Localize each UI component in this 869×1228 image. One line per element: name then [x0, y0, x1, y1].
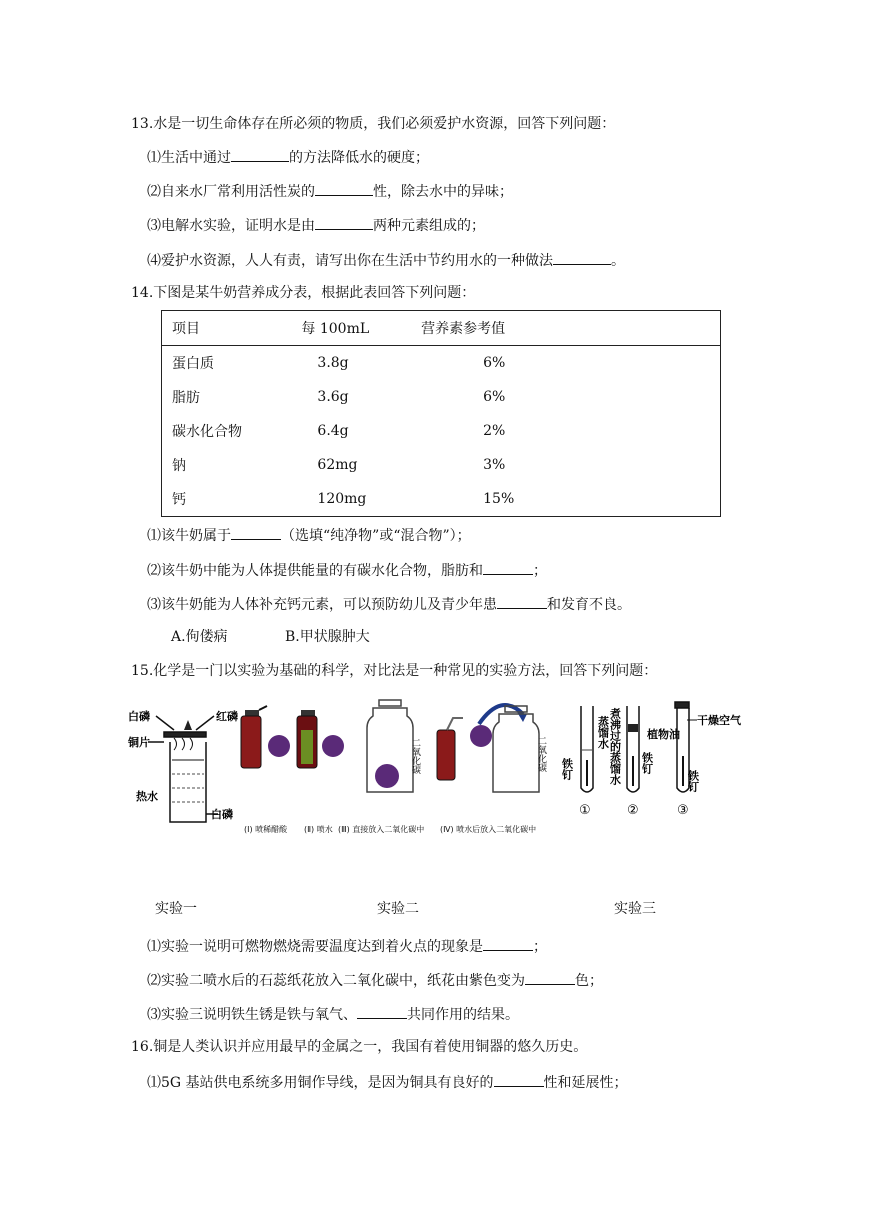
q13-part1: ⑴生活中通过 的方法降低水的硬度； — [147, 147, 429, 167]
nutrition-table — [161, 310, 721, 517]
table-header-row — [162, 311, 721, 346]
table-cell: 2% — [483, 423, 506, 439]
q14-stem: 14.下图是某牛奶营养成分表，根据此表回答下列问题： — [131, 285, 476, 301]
caption-spray-acid: (Ⅰ) 喷稀醋酸 — [244, 825, 288, 834]
beaker-icon — [148, 716, 218, 822]
experiment-two-figure — [241, 696, 546, 816]
tube-number-2: ② — [627, 803, 639, 818]
q14-part1: ⑴该牛奶属于 （选填“纯净物”或“混合物”）； — [147, 525, 471, 545]
q14-option-b: B.甲状腺肿大 — [285, 629, 370, 645]
answer-blank[interactable] — [483, 560, 533, 575]
q15-stem: 15.化学是一门以实验为基础的科学，对比法是一种常见的实验方法，回答下列问题： — [131, 663, 658, 679]
experiment-three-label: 实验三 — [614, 901, 656, 917]
flower-icon — [470, 725, 492, 747]
table-row — [162, 414, 721, 448]
answer-blank[interactable] — [497, 594, 547, 609]
table-cell: 6% — [483, 389, 506, 405]
experiment-three-figure — [560, 700, 748, 822]
table-header-cell: 项目 — [162, 311, 292, 346]
table-cell: 120mg — [317, 491, 367, 507]
answer-blank[interactable] — [315, 181, 373, 196]
answer-blank[interactable] — [483, 936, 533, 951]
answer-blank[interactable] — [315, 215, 373, 230]
table-cell: 钠 — [172, 458, 186, 474]
spray-bottle-icon — [241, 706, 267, 768]
q14-part3: ⑶该牛奶能为人体补充钙元素，可以预防幼儿及青少年患 和发育不良。 — [147, 594, 631, 614]
q15-part1: ⑴实验一说明可燃物燃烧需要温度达到着火点的现象是 ； — [147, 936, 547, 956]
caption-water-then-co2: (Ⅳ) 喷水后放入二氧化碳中 — [440, 825, 537, 834]
test-tube-icon — [581, 706, 593, 792]
label-carbon-dioxide-2: 二氧化碳 — [536, 736, 546, 772]
label-boiled-distilled-water: 煮沸过的蒸馏水 — [608, 708, 622, 785]
label-dry-air: 干燥空气 — [697, 714, 741, 727]
table-header-cell: 营养素参考值 — [411, 311, 720, 346]
test-tube-icon — [627, 706, 639, 792]
q13-part3: ⑶电解水实验，证明水是由 两种元素组成的； — [147, 215, 485, 235]
table-cell: 钙 — [172, 492, 186, 508]
table-cell: 62mg — [317, 457, 358, 473]
table-row — [162, 482, 721, 517]
answer-blank[interactable] — [231, 147, 289, 162]
label-copper-sheet: 铜片 — [128, 736, 150, 749]
spray-bottle-icon — [297, 710, 317, 768]
gas-jar-icon — [493, 706, 539, 792]
table-cell: 6% — [483, 355, 506, 371]
table-cell: 3% — [483, 457, 506, 473]
q15-part3: ⑶实验三说明铁生锈是铁与氧气、 共同作用的结果。 — [147, 1004, 519, 1024]
q15-part2: ⑵实验二喷水后的石蕊纸花放入二氧化碳中，纸花由紫色变为 色； — [147, 970, 603, 990]
table-row — [162, 380, 721, 414]
caption-direct-co2: (Ⅲ) 直接放入二氧化碳中 — [338, 825, 425, 834]
table-cell: 碳水化合物 — [172, 424, 242, 440]
caption-spray-water: (Ⅱ) 喷水 — [304, 825, 333, 834]
q13-part4: ⑷爱护水资源，人人有责，请写出你在生活中节约用水的一种做法 。 — [147, 250, 625, 270]
label-carbon-dioxide: 二氧化碳 — [410, 738, 420, 774]
answer-blank[interactable] — [553, 250, 611, 265]
answer-blank[interactable] — [231, 525, 281, 540]
table-row — [162, 346, 721, 381]
tube-number-3: ③ — [677, 803, 689, 818]
experiment-one-figure — [126, 702, 241, 832]
experiment-two-label: 实验二 — [377, 901, 419, 917]
flower-icon — [375, 764, 399, 788]
answer-blank[interactable] — [525, 970, 575, 985]
table-cell: 脂肪 — [172, 390, 200, 406]
table-cell: 蛋白质 — [172, 356, 214, 372]
table-row — [162, 448, 721, 482]
label-vegetable-oil: 植物油 — [647, 728, 680, 741]
table-header-cell: 每 100mL — [291, 311, 411, 346]
q14-option-a: A.佝偻病 — [171, 629, 228, 645]
q16-stem: 16.铜是人类认识并应用最早的金属之一，我国有着使用铜器的悠久历史。 — [131, 1039, 588, 1055]
flower-icon — [322, 735, 344, 757]
label-white-phosphorus: 白磷 — [128, 710, 150, 723]
q13-part2: ⑵自来水厂常利用活性炭的 性，除去水中的异味； — [147, 181, 513, 201]
table-cell: 3.8g — [317, 355, 349, 371]
label-iron-nail-1: 铁钉 — [560, 758, 574, 780]
table-cell: 15% — [483, 491, 515, 507]
spray-bottle-icon — [437, 718, 463, 780]
table-cell: 6.4g — [317, 423, 349, 439]
q16-part1: ⑴5G 基站供电系统多用铜作导线，是因为铜具有良好的 性和延展性； — [147, 1072, 628, 1092]
q14-part2: ⑵该牛奶中能为人体提供能量的有碳水化合物，脂肪和 ； — [147, 560, 547, 580]
q13-stem: 13.水是一切生命体存在所必须的物质，我们必须爱护水资源，回答下列问题： — [131, 116, 616, 132]
label-iron-nail-2: 铁钉 — [640, 752, 654, 774]
tube-number-1: ① — [579, 803, 591, 818]
label-hot-water: 热水 — [136, 790, 158, 803]
label-iron-nail-3: 铁钉 — [686, 770, 700, 792]
label-distilled-water: 蒸馏水 — [596, 716, 610, 749]
label-white-phosphorus-2: 白磷 — [211, 808, 233, 821]
label-red-phosphorus: 红磷 — [216, 710, 238, 723]
experiment-one-label: 实验一 — [155, 901, 197, 917]
flower-icon — [268, 735, 290, 757]
table-cell: 3.6g — [317, 389, 349, 405]
answer-blank[interactable] — [357, 1004, 407, 1019]
answer-blank[interactable] — [494, 1072, 544, 1087]
